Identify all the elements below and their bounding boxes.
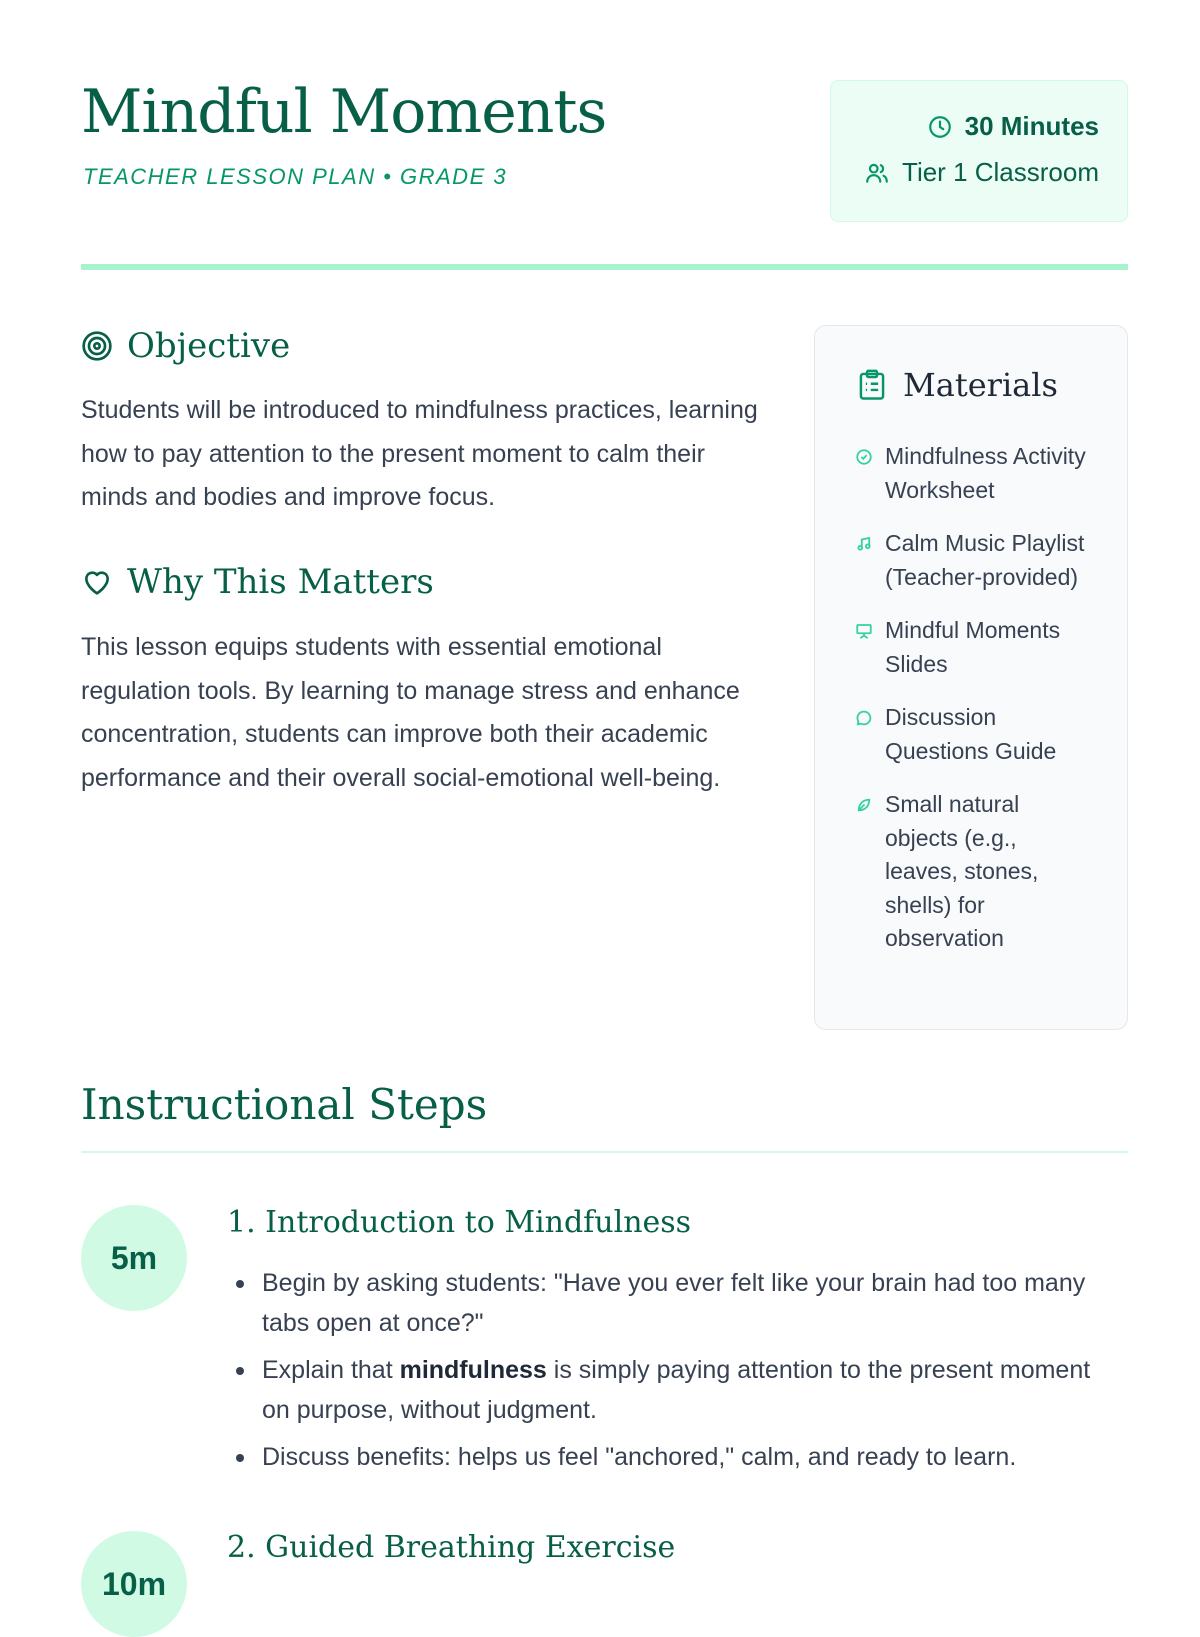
step-bullet: Discuss benefits: helps us feel "anchored," calm, and ready to learn. [227, 1437, 1107, 1477]
objective-heading [81, 326, 290, 366]
header-divider [81, 264, 1128, 270]
step-time-badge: 5m [81, 1205, 187, 1311]
step-bullet: Begin by asking students: "Have you ever felt like your brain had too many tabs open at once?" [227, 1263, 1107, 1343]
step-time-badge: 10m [81, 1531, 187, 1637]
materials-card [814, 325, 1128, 1030]
steps-divider [81, 1151, 1128, 1153]
duration-label: 30 Minutes [964, 111, 1099, 141]
leaf-icon [855, 796, 873, 814]
step-bullets [227, 1263, 1107, 1484]
target-icon [81, 330, 113, 362]
music-note-icon [855, 535, 873, 553]
step-title: 1. Introduction to Mindfulness [227, 1205, 692, 1240]
material-item: Mindfulness Activity Worksheet [855, 440, 1095, 507]
page-title: Mindful Moments [81, 77, 607, 147]
speech-bubble-icon [855, 709, 873, 727]
lesson-meta-box [830, 80, 1128, 222]
step-title: 2. Guided Breathing Exercise [227, 1530, 676, 1565]
material-item: Calm Music Playlist (Teacher-provided) [855, 527, 1095, 594]
clipboard-icon [857, 369, 887, 401]
step-bullet: Explain that mindfulness is simply paying attention to the present moment on purpose, without judgment. [227, 1350, 1107, 1430]
material-item: Mindful Moments Slides [855, 614, 1095, 681]
presentation-icon [855, 622, 873, 640]
clock-icon [927, 114, 953, 140]
bold-term: mindfulness [399, 1356, 547, 1384]
page-subtitle: TEACHER LESSON PLAN • GRADE 3 [83, 164, 508, 189]
why-heading [81, 562, 434, 602]
tier-label: Tier 1 Classroom [902, 157, 1099, 187]
steps-heading: Instructional Steps [81, 1080, 488, 1129]
materials-list [855, 440, 1095, 976]
materials-heading-label: Materials [903, 366, 1058, 404]
users-icon [864, 160, 890, 186]
material-item: Small natural objects (e.g., leaves, stones, shells) for observation [855, 788, 1095, 956]
heart-icon [81, 566, 113, 598]
objective-text: Students will be introduced to mindfulness practices, learning how to pay attention to the present moment to calm their minds and bodies and improve focus. [81, 396, 758, 511]
materials-heading [857, 366, 1058, 404]
material-item: Discussion Questions Guide [855, 701, 1095, 768]
header [81, 0, 1128, 272]
check-circle-icon [855, 448, 873, 466]
tier-row [864, 157, 1099, 188]
why-text: This lesson equips students with essential emotional regulation tools. By learning to manage stress and enhance concentration, students can improve both their academic performance and their overall social-emotional well-being. [81, 633, 740, 792]
objective-heading-label: Objective [127, 326, 291, 366]
why-heading-label: Why This Matters [127, 562, 434, 602]
duration-row [927, 111, 1099, 142]
